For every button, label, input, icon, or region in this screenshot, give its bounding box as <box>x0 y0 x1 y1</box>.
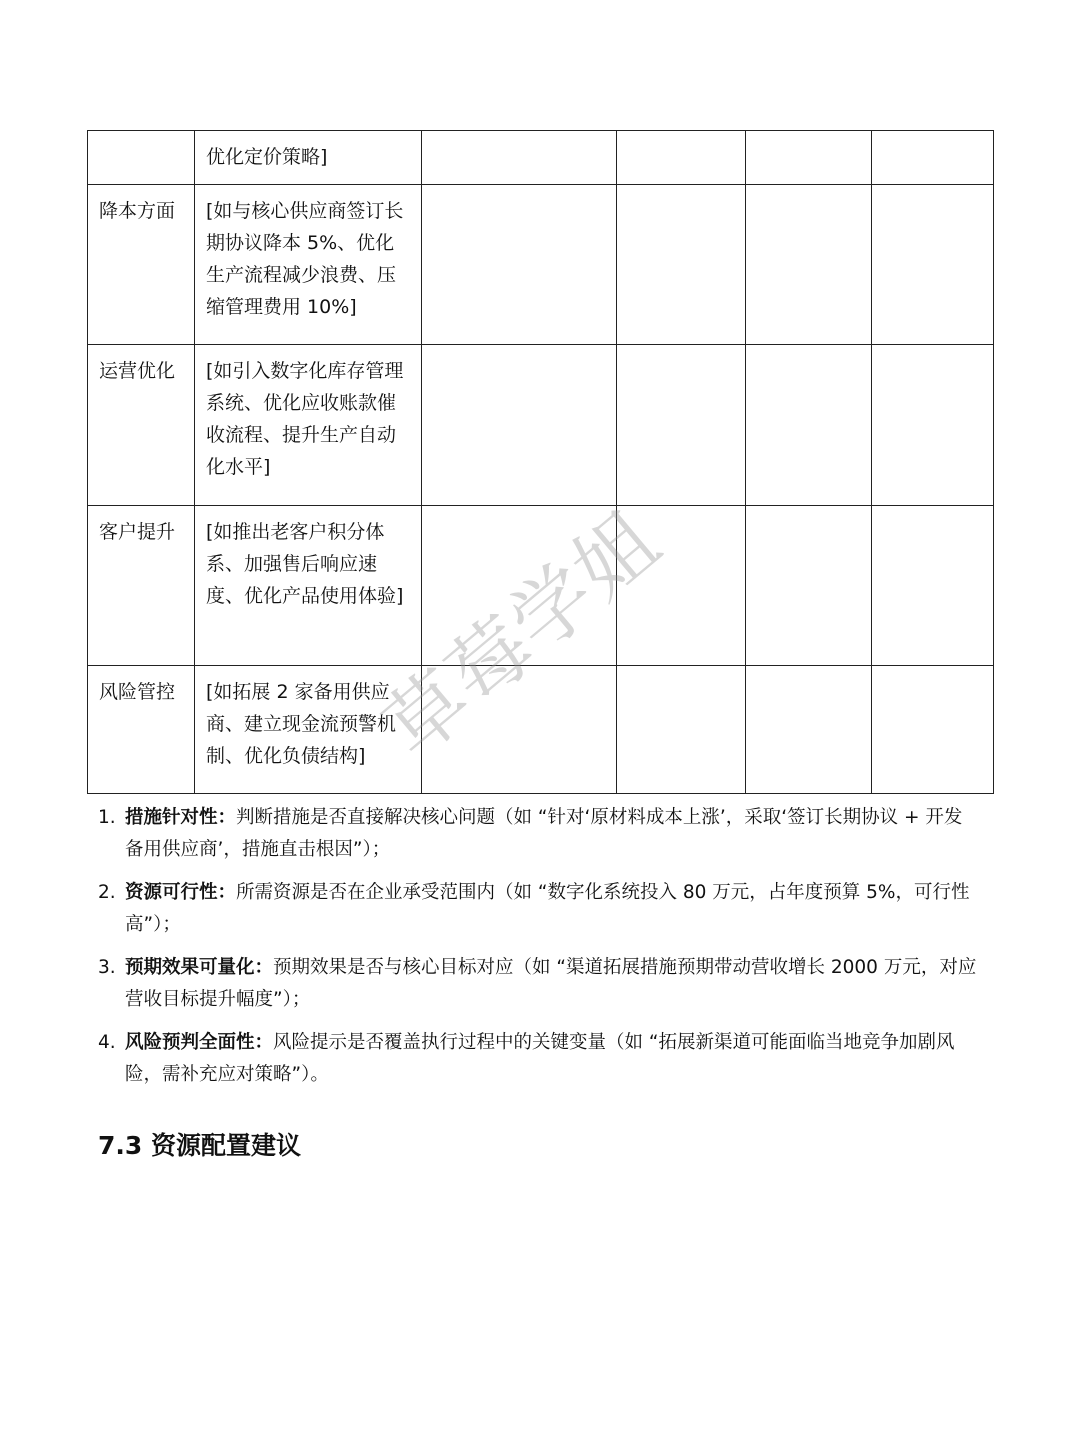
category-cell <box>88 131 195 185</box>
empty-cell <box>872 185 994 345</box>
table-row <box>88 666 994 794</box>
description-cell: [如引入数字化库存管理系统、优化应收账款催收流程、提升生产自动化水平] <box>195 345 422 506</box>
description-cell: [如与核心供应商签订长期协议降本 5%、优化生产流程减少浪费、压缩管理费用 10%] <box>195 185 422 345</box>
empty-cell <box>422 666 617 794</box>
criteria-number: 4. <box>98 1032 116 1053</box>
criteria-item <box>98 952 978 1016</box>
criteria-text: 预期效果是否与核心目标对应（如 “渠道拓展措施预期带动营收增长 2000 万元，对应营收目标提升幅度”）； <box>125 957 977 1010</box>
criteria-text: 所需资源是否在企业承受范围内（如 “数字化系统投入 80 万元，占年度预算 5%，可行性高”）； <box>125 882 970 935</box>
table-row <box>88 131 994 185</box>
empty-cell <box>746 506 872 666</box>
empty-cell <box>746 345 872 506</box>
empty-cell <box>617 666 746 794</box>
table-row <box>88 345 994 506</box>
criteria-text: 风险提示是否覆盖执行过程中的关键变量（如 “拓展新渠道可能面临当地竞争加剧风险，需补充应对策略”）。 <box>125 1032 955 1085</box>
criteria-number: 1. <box>98 807 116 828</box>
criteria-item <box>98 877 978 941</box>
category-cell: 降本方面 <box>88 185 195 345</box>
criteria-number: 3. <box>98 957 116 978</box>
criteria-term: 措施针对性： <box>125 807 237 828</box>
description-cell: 优化定价策略] <box>195 131 422 185</box>
empty-cell <box>422 506 617 666</box>
category-cell: 风险管控 <box>88 666 195 794</box>
empty-cell <box>872 506 994 666</box>
empty-cell <box>422 345 617 506</box>
criteria-item <box>98 802 978 866</box>
empty-cell <box>617 131 746 185</box>
criteria-term: 资源可行性： <box>125 882 237 903</box>
criteria-text: 判断措施是否直接解决核心问题（如 “针对‘原材料成本上涨’，采取‘签订长期协议 + 开发备用供应商’，措施直击根因”）； <box>125 807 963 860</box>
evaluation-criteria-list <box>98 802 978 1102</box>
table-row <box>88 185 994 345</box>
empty-cell <box>617 506 746 666</box>
empty-cell <box>746 666 872 794</box>
table-row <box>88 506 994 666</box>
empty-cell <box>872 131 994 185</box>
watermark: 草莓学姐 <box>366 492 678 776</box>
empty-cell <box>872 345 994 506</box>
category-cell: 客户提升 <box>88 506 195 666</box>
criteria-number: 2. <box>98 882 116 903</box>
criteria-term: 风险预判全面性： <box>125 1032 274 1053</box>
empty-cell <box>872 666 994 794</box>
empty-cell <box>422 131 617 185</box>
category-cell: 运营优化 <box>88 345 195 506</box>
empty-cell <box>617 345 746 506</box>
measures-table <box>87 130 994 794</box>
empty-cell <box>746 131 872 185</box>
description-cell: [如拓展 2 家备用供应商、建立现金流预警机制、优化负债结构] <box>195 666 422 794</box>
empty-cell <box>746 185 872 345</box>
criteria-term: 预期效果可量化： <box>125 957 274 978</box>
description-cell: [如推出老客户积分体系、加强售后响应速度、优化产品使用体验] <box>195 506 422 666</box>
empty-cell <box>617 185 746 345</box>
criteria-item <box>98 1027 978 1091</box>
section-heading: 7.3 资源配置建议 <box>98 1131 301 1160</box>
empty-cell <box>422 185 617 345</box>
